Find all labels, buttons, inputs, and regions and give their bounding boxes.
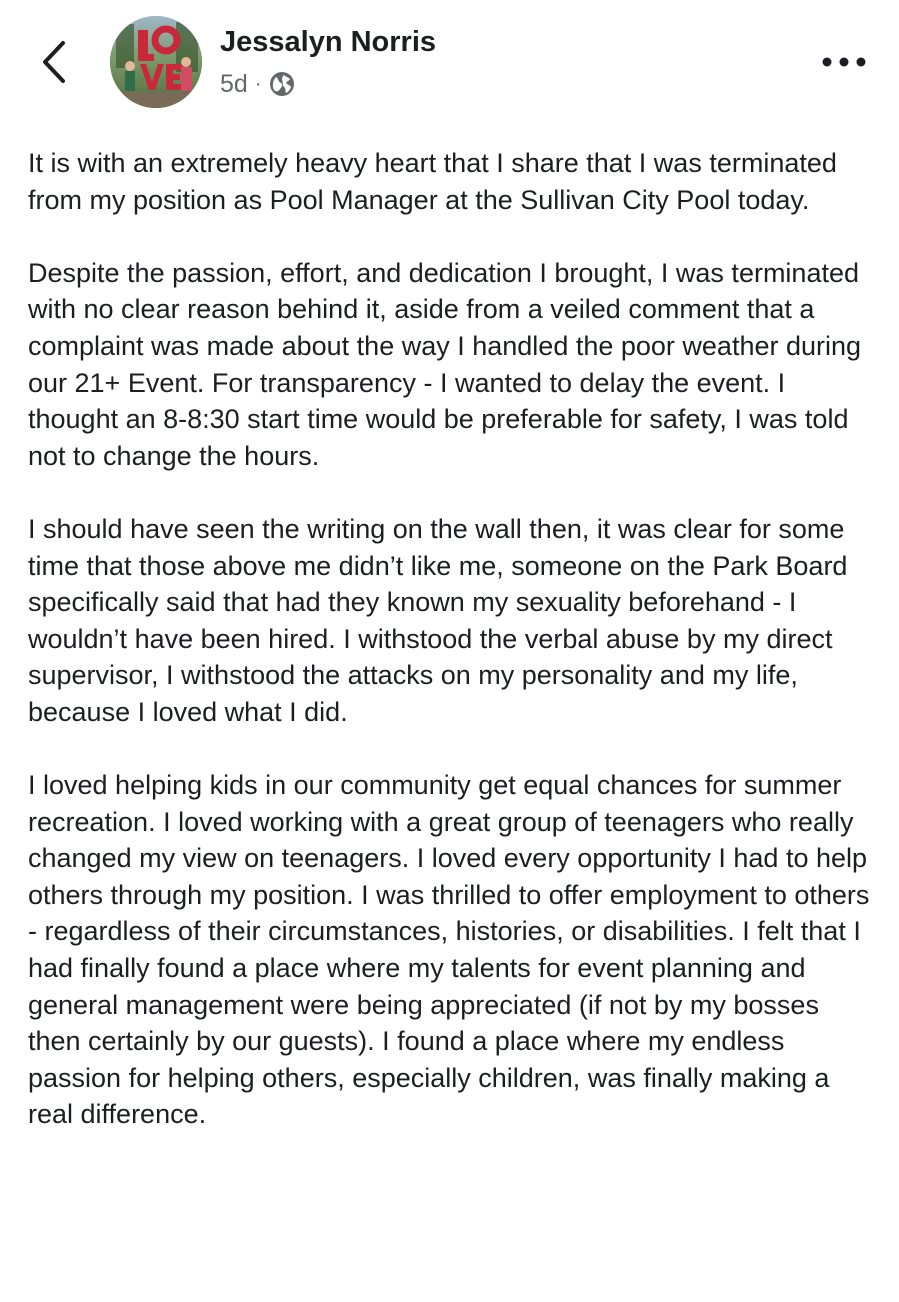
meta-separator: · bbox=[254, 72, 262, 95]
globe-icon[interactable] bbox=[269, 71, 295, 97]
author-name[interactable]: Jessalyn Norris bbox=[220, 26, 437, 58]
post-timestamp[interactable]: 5d bbox=[220, 69, 248, 98]
more-horizontal-icon bbox=[822, 57, 866, 67]
post-meta bbox=[220, 68, 295, 100]
chevron-left-icon bbox=[41, 40, 67, 84]
post-paragraph: It is with an extremely heavy heart that I share that I was terminated from my position as Pool Manager at the Sullivan City Pool today. bbox=[28, 148, 837, 215]
back-button[interactable] bbox=[32, 36, 76, 88]
post-body bbox=[28, 145, 878, 1133]
post-paragraph: I should have seen the writing on the wall then, it was clear for some time that those above me didn’t like me, someone on the Park Board specifically said that had they known my sexuality beforehand - I wouldn’t have been hired. I withstood the verbal abuse by my direct supervisor, I withstood the attacks on my personality and my life, because I loved what I did. bbox=[28, 513, 848, 727]
post-header bbox=[0, 0, 899, 130]
post-paragraph: I loved helping kids in our community get equal chances for summer recreation. I loved working with a great group of teenagers who really changed my view on teenagers. I loved every opportunity I had to help others through my position. I was thrilled to offer employment to others - regardless of their circumstances, histories, or disabilities. I felt that I had finally found a place where my talents for event planning and general management were being appreciated (if not by my bosses then certainly by our guests). I found a place where my endless passion for helping others, especially children, was finally making a real difference. bbox=[28, 770, 870, 1130]
more-options-button[interactable] bbox=[812, 42, 876, 82]
post-paragraph: Despite the passion, effort, and dedication I brought, I was terminated with no clear reason behind it, aside from a veiled comment that a complaint was made about the way I handled the poor weather during our 21+ Event. For transparency - I wanted to delay the event. I thought an 8-8:30 start time would be preferable for safety, I was told not to change the hours. bbox=[28, 257, 862, 471]
avatar-photo bbox=[110, 16, 202, 108]
avatar[interactable] bbox=[110, 16, 202, 108]
